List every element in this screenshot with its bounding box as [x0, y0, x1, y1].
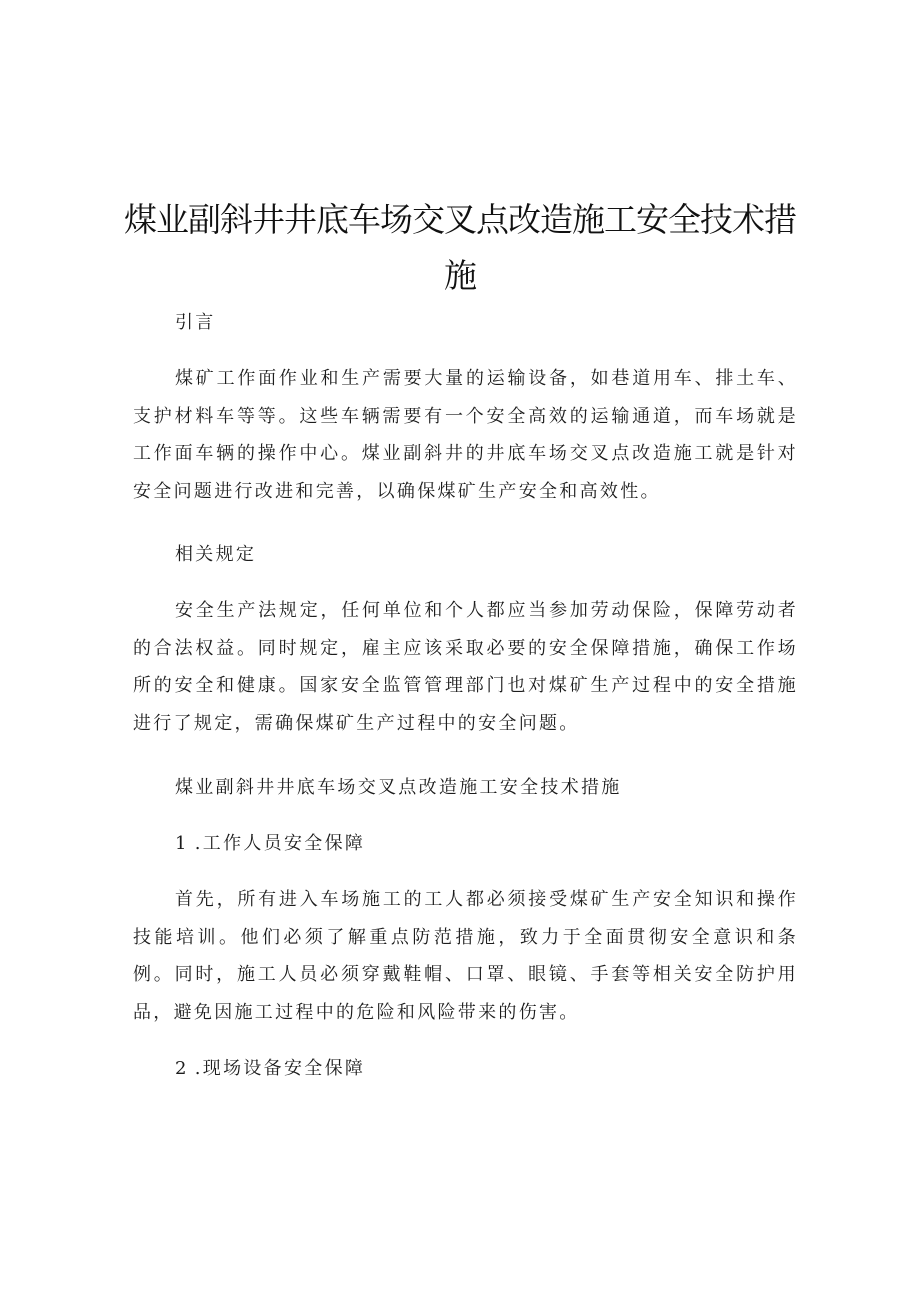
- list-item-1-label: .工作人员安全保障: [194, 833, 366, 854]
- section-heading-intro: 引言: [175, 312, 216, 333]
- paragraph-regulations: 安全生产法规定，任何单位和个人都应当参加劳动保险，保障劳动者的合法权益。同时规定，雇主应该采取必要的安全保障措施，确保工作场所的安全和健康。国家安全监管管理部门也对煤矿生产过程中的安全措施进行了规定，需确保煤矿生产过程中的安全问题。: [133, 600, 798, 734]
- paragraph-intro: 煤矿工作面作业和生产需要大量的运输设备，如巷道用车、排土车、支护材料车等等。这些车辆需要有一个安全高效的运输通道，而车场就是工作面车辆的操作中心。煤业副斜井的井底车场交叉点改造施工就是针对安全问题进行改进和完善，以确保煤矿生产安全和高效性。: [133, 368, 798, 502]
- list-item-2-heading: [133, 1050, 840, 1088]
- list-item-2-number: 2: [175, 1058, 189, 1079]
- section-heading-measures: 煤业副斜井井底车场交叉点改造施工安全技术措施: [175, 777, 622, 798]
- list-item-2-label: .现场设备安全保障: [194, 1058, 366, 1079]
- paragraph-item-1: 首先，所有进入车场施工的工人都必须接受煤矿生产安全知识和操作技能培训。他们必须了解重点防范措施，致力于全面贯彻安全意识和条例。同时，施工人员必须穿戴鞋帽、口罩、眼镜、手套等相关安全防护用品，避免因施工过程中的危险和风险带来的伤害。: [133, 889, 798, 1023]
- document-title: 煤业副斜井井底车场交叉点改造施工安全技术措施: [124, 200, 796, 295]
- list-item-1-heading: [133, 825, 840, 863]
- list-item-1-number: 1: [175, 833, 189, 854]
- section-heading-regulations: 相关规定: [175, 544, 257, 565]
